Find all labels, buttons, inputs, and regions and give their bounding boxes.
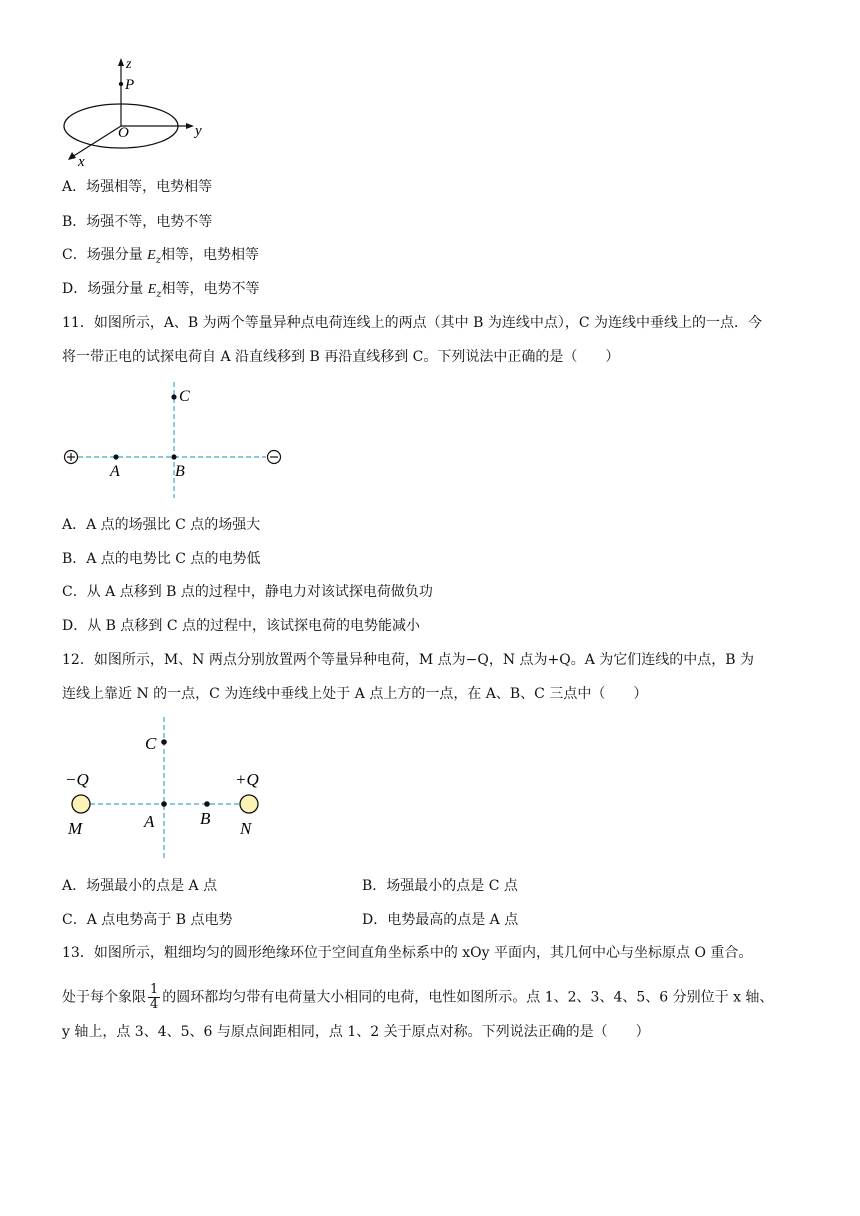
q13-line2: 处于每个象限 $\frac{1}{4}$ 的圆环都均匀带有电荷量大小相同的电荷，电性如图所示。点 1、2、3、4、5、6 分别位于 x 轴、	[62, 982, 774, 1012]
z-arrow	[118, 58, 124, 66]
q10-figure	[58, 56, 218, 168]
point-c	[171, 394, 176, 399]
label-c: C	[145, 734, 157, 753]
charge-m	[72, 795, 90, 813]
q11-stem-line1: 11．如图所示，A、B 为两个等量异种点电荷连线上的两点（其中 B 为连线中点），C 为连线中垂线上的一点．今	[62, 315, 763, 331]
label-a: A	[110, 463, 120, 480]
q12-option-a: A．场强最小的点是 A 点	[62, 878, 218, 894]
point-b	[171, 454, 176, 459]
label-y: y	[195, 123, 202, 139]
label-p: P	[125, 77, 135, 93]
label-x: x	[78, 154, 85, 168]
label-c: C	[179, 388, 190, 405]
q10-option-c: C．场强分量 $E_z$相等，电势相等	[62, 247, 260, 266]
label-m: M	[68, 819, 83, 838]
q11-stem-line2: 将一带正电的试探电荷自 A 沿直线移到 B 再沿直线移到 C。下列说法中正确的是（ ）	[62, 349, 620, 365]
q10-option-a: A．场强相等，电势相等	[62, 179, 213, 195]
q12-figure	[60, 715, 280, 861]
y-arrow	[186, 123, 194, 129]
q12-stem-line1: 12．如图所示，M、N 两点分别放置两个等量异种电荷，M 点为−Q，N 点为+Q。A 为它们连线的中点，B 为	[62, 652, 755, 668]
label-a: A	[144, 812, 155, 831]
q12-option-b: B．场强最小的点是 C 点	[362, 878, 518, 894]
label-b: B	[200, 809, 211, 828]
label-neg-q: −Q	[65, 770, 89, 789]
q13-line3: y 轴上，点 3、4、5、6 与原点间距相同，点 1、2 关于原点对称。下列说法正确的是（ ）	[62, 1024, 650, 1040]
q12-option-d: D．电势最高的点是 A 点	[362, 912, 519, 928]
q11-option-a: A．A 点的场强比 C 点的场强大	[62, 517, 261, 533]
point-a	[113, 454, 118, 459]
q10-option-d: D．场强分量 $E_z$相等，电势不等	[62, 281, 260, 300]
q11-figure	[60, 380, 290, 502]
point-c	[161, 739, 167, 745]
q13-line1: 13．如图所示，粗细均匀的圆形绝缘环位于空间直角坐标系中的 xOy 平面内，其几何中心与坐标原点 O 重合。	[62, 945, 753, 961]
q11-option-d: D．从 B 点移到 C 点的过程中，该试探电荷的电势能减小	[62, 618, 421, 634]
charge-n	[240, 795, 258, 813]
x-arrow	[68, 152, 76, 160]
q11-option-b: B．A 点的电势比 C 点的电势低	[62, 551, 261, 567]
label-n: N	[240, 819, 252, 838]
point-b	[204, 801, 210, 807]
label-pos-q: +Q	[235, 770, 259, 789]
point-a	[161, 801, 167, 807]
fraction-one-quarter: $\frac{1}{4}$	[150, 982, 159, 1012]
label-b: B	[175, 463, 185, 480]
q11-option-c: C．从 A 点移到 B 点的过程中，静电力对该试探电荷做负功	[62, 584, 433, 600]
q10-option-b: B．场强不等，电势不等	[62, 214, 213, 230]
point-p	[119, 82, 123, 86]
q12-option-c: C．A 点电势高于 B 点电势	[62, 912, 233, 928]
label-z: z	[126, 57, 132, 72]
label-o: O	[118, 125, 129, 141]
q12-stem-line2: 连线上靠近 N 的一点，C 为连线中垂线上处于 A 点上方的一点，在 A、B、C 三点中（ ）	[62, 686, 648, 702]
